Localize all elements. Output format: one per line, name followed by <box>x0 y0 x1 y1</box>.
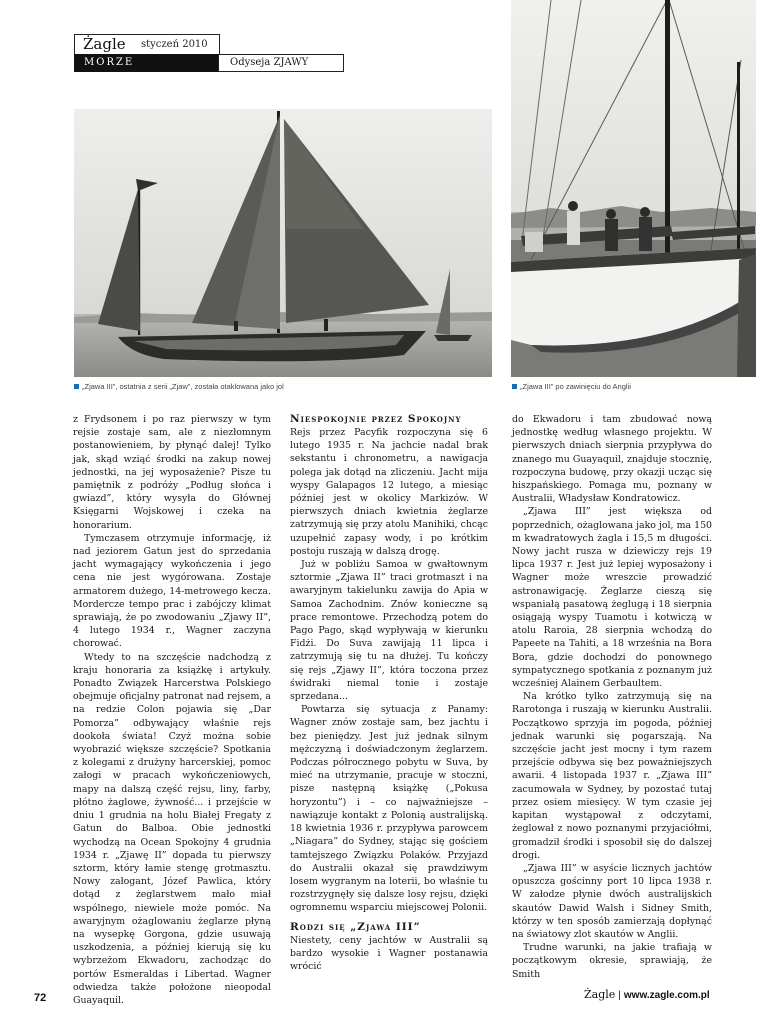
footer-credit <box>584 988 710 1001</box>
section-label <box>74 54 219 72</box>
article-column-1 <box>73 413 271 1007</box>
paragraph: Niestety, ceny jachtów w Australii są bardzo wysokie i Wagner postanawia wrócić <box>290 934 488 972</box>
paragraph: do Ekwadoru i tam zbudować nową jednostkę według własnego projektu. W pierwszych dniach sierpnia przypływa do znanego mu Guayaquil, znajduje stocznię, rozpoczyna budowę, przy okazji ucząc się hiszpańskiego. Pomaga mu, poznany w Australii, Władysław Kondratowicz. <box>512 414 712 505</box>
section-heading: Rodzi się „Zjawa III” <box>290 920 421 933</box>
article-column-3 <box>512 413 712 981</box>
paragraph: Tymczasem otrzymuje informację, iż nad jeziorem Gatun jest do sprzedania jacht wymagający wykończenia i jego cena nie jest wygórowana. Zostaje armatorem dużego, 14-metrowego kecza. Mordercze tempo prac i zabójczy klimat sprawiają, że po zwodowaniu „Zjawy II”, 4 lutego 1934 r., Wagner zaczyna chorować. <box>73 532 271 650</box>
caption-square-icon <box>512 384 517 389</box>
article-title-box <box>218 54 344 72</box>
photo-zjawa-in-port <box>511 0 756 377</box>
footer-separator: | <box>618 990 621 1001</box>
paragraph: Rejs przez Pacyfik rozpoczyna się 6 lutego 1935 r. Na jachcie nadal brak sekstantu i chronometru, a nawigacja polega jak dotąd na zliczeniu. Jacht mija wyspy Galapagos 12 lutego, a miesiąc później jest w okolicy Markizów. W pierwszych dniach kwietnia żeglarze zatrzymują się przy atolu Manihiki, chcąc uzupełnić zapasy wody, i po krótkim postoju ruszają w dalszą drogę. <box>290 427 488 557</box>
photo-zjawa-sailing <box>74 109 492 377</box>
article-column-2 <box>290 413 488 973</box>
caption-text: „Zjawa III” po zawinięciu do Anglii <box>520 382 631 391</box>
footer-magazine: Żagle <box>584 988 616 1001</box>
paragraph: Na krótko tylko zatrzymują się na Rarotonga i ruszają w kierunku Australii. Początkowo sprzyja im pogoda, później jednak warunki się pogarszają. Na szczęście jacht jest mocny i tym razem przejście odbywa się bez poważniejszych awarii. 4 listopada 1937 r. „Zjawa III” zacumowała w Sydney, by pozostać tutaj przez osiem miesięcy. W tym czasie jej kapitan wystąpował z odczytami, żeglował z nowo poznanymi przyjaciółmi, gromadził środki i sposobił się do dalszej drogi. <box>512 691 712 861</box>
paragraph: „Zjawa III” jest większa od poprzednich, ożaglowana jako jol, ma 150 m kwadratowych żagla i 15,5 m długości. Nowy jacht rusza w dziewiczy rejs 19 lipca 1937 r. Jest już lepiej wyposażony i Wagner może wreszcie prowadzić astronawigację. Żeglarze cieszą się wspaniałą pasatową żeglugą i 18 sierpnia osiągają wyspy Tuamotu i kotwiczą w atolu Raroia, 28 sierpnia wchodzą do Papeete na Tahiti, a 18 września na Bora Bora, gdzie dochodzi do ponownego sympatycznego spotkania z poznanym już wcześniej Alainem Gerbaultem. <box>512 506 712 690</box>
photo-caption-2 <box>512 382 631 391</box>
caption-square-icon <box>74 384 79 389</box>
caption-text: „Zjawa III”, ostatnia z serii „Zjaw”, została otaklowana jako jol <box>82 382 284 391</box>
magazine-name: Żagle <box>83 35 126 53</box>
paragraph: z Frydsonem i po raz pierwszy w tym rejsie zostaje sam, ale z niezłomnym postanowieniem, by płynąć dalej! Tylko jak, skąd wziąć środki na zakup nowej jednostki, na jej wyposażenie? Pisze tu pamiętnik z podróży „Podług słońca i gwiazd”, który wysyła do Głównej Księgarni Wojskowej i czeka na honorarium. <box>73 414 271 531</box>
paragraph: Wtedy to na szczęście nadchodzą z kraju honoraria za książkę i artykuły. Ponadto Związek Harcerstwa Polskiego obejmuje oficjalny patronat nad rejsem, a na redzie Colon pojawia się „Dar Pomorza” odbywający właśnie rejs dookoła świata! Czyż można sobie wyobrazić większe szczęście? Spotkania z kolegami z drużyny harcerskiej, pomoc załogi w pracach wykończeniowych, mapy na dalszą część rejsu, liny, farby, płótno żaglowe, żywność... i przejście w dniu 1 grudnia na holu Białej Fregaty z Gatun do Balboa. Obie jednostki wychodzą na Ocean Spokojny 4 grudnia 1934 r. „Zjawę II” dopada tu pierwszy sztorm, który łamie stengę grotmasztu. Nowy załogant, Józef Pawlica, który dotąd z żeglarstwem mało miał wspólnego, niewiele może pomóc. Na awaryjnym ożaglowaniu żeglarze płyną na wysepkę Gorgona, gdzie usuwają uszkodzenia, a później kierują się ku wybrzeżom Ekwadoru, zachodząc do portów Esmeraldas i Libertad. Wagner odwiedza także położone nieopodal Guayaquil. <box>73 651 271 1006</box>
section-text: MORZE <box>84 57 135 68</box>
article-title: Odyseja ZJAWY <box>230 57 309 68</box>
section-heading: Niespokojnie przez Spokojny <box>290 413 462 425</box>
paragraph: Trudne warunki, na jakie trafiają w początkowym okresie, sprawiają, że Smith <box>512 942 712 980</box>
photo-caption-1 <box>74 382 284 391</box>
paragraph: Już w pobliżu Samoa w gwałtownym sztormie „Zjawa II” traci grotmaszt i na awaryjnym takielunku zawija do Apia w Samoa Zachodnim. Znów konieczne są prace remontowe. Przechodzą potem do Pago Pago, skąd wypływają w kierunku Fidżi. Do Suva zawijają 11 lipca i zatrzymują się tu na dłużej. Tu kończy się rejs „Zjawy II”, która toczona przez świdraki niemal tonie i zostaje sprzedana... <box>290 559 488 703</box>
page-number: 72 <box>34 992 47 1004</box>
issue-date: styczeń 2010 <box>141 39 208 50</box>
paragraph: „Zjawa III” w asyście licznych jachtów opuszcza gościnny port 10 lipca 1938 r. W załodze płynie dwóch australijskich skautów Dawid Walsh i Sidney Smith, którzy w ten sposób zamierzają dopłynąć na światowy zlot skautów w Anglii. <box>512 862 712 940</box>
header-magazine-box <box>74 34 220 55</box>
paragraph: Powtarza się sytuacja z Panamy: Wagner znów zostaje sam, bez jachtu i bez pieniędzy. Jest już jednak silnym mężczyzną i doświadczonym żeglarzem. Podczas półrocznego pobytu w Suva, by mieć na utrzymanie, pracuje w stoczni, pisze następną książkę („Pokusa horyzontu”) i – co najważniejsze – nawiązuje kontakt z Polonią australijską. 18 kwietnia 1936 r. przypływa parowcem „Niagara” do Sydney, stając się gościem tamtejszego Związku Polaków. Przyjazd do Australii okazał się prawdziwym losem wygranym na loterii, bo właśnie tu rozstrzygnęły się dalsze losy rejsu, dzięki ogromnemu wsparciu miejscowej Polonii. <box>290 704 488 914</box>
footer-url[interactable]: www.zagle.com.pl <box>623 990 710 1001</box>
